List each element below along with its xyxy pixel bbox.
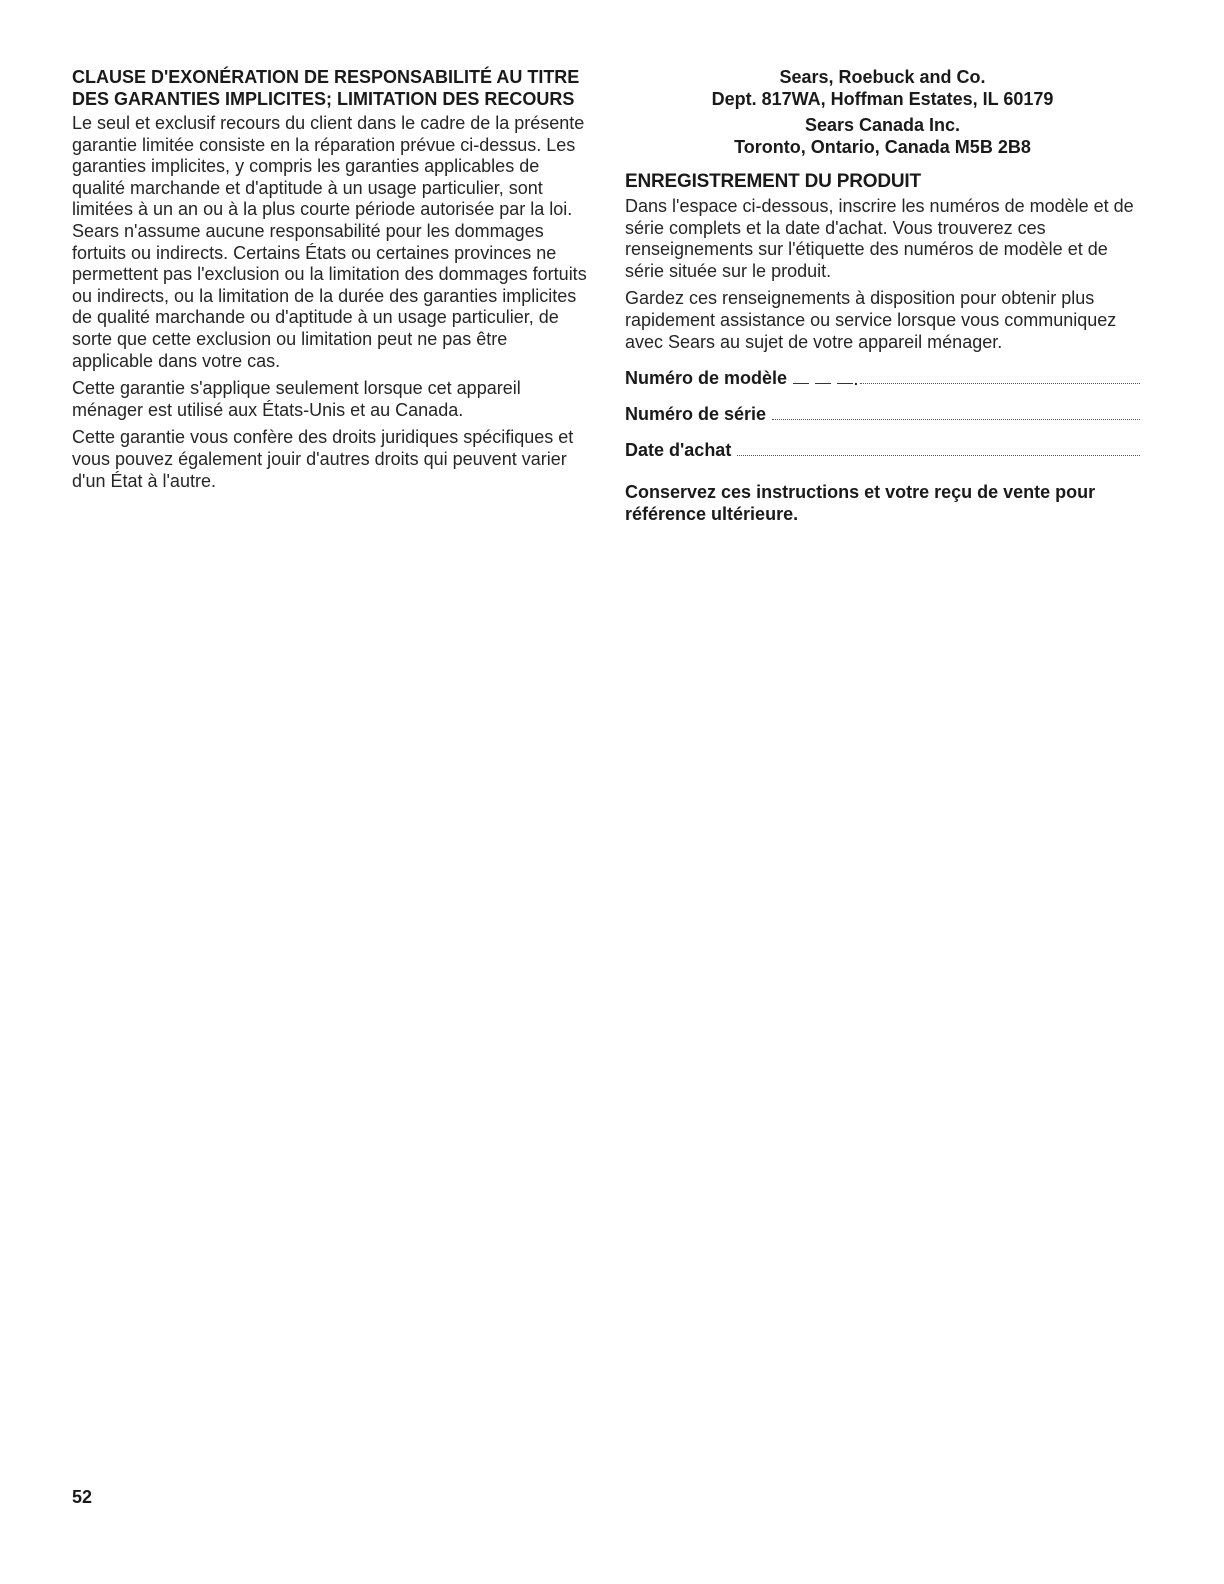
- left-column: [72, 66, 588, 498]
- model-number-blank[interactable]: .: [793, 376, 1140, 384]
- disclaimer-paragraph-1: Le seul et exclusif recours du client dans le cadre de la présente garantie limitée consiste en la réparation prévue ci-dessus. Les garanties implicites, y compris les garanties applicables de qualité marchande et d'aptitude à un usage particulier, sont limitées à un an ou à la plus courte période autorisée par la loi. Sears n'assume aucune responsabilité pour les dommages fortuits ou indirects. Certains États ou certaines provinces ne permettent pas l'exclusion ou la limitation des dommages fortuits ou indirects, ou la limitation de la durée des garanties implicites de qualité marchande ou d'aptitude à un usage particulier, de sorte que cette exclusion ou limitation peut ne pas être applicable dans votre cas.: [72, 113, 587, 371]
- product-registration-title: ENREGISTREMENT DU PRODUIT: [625, 171, 921, 192]
- serial-number-label: Numéro de série: [625, 404, 767, 425]
- purchase-date-field: [625, 437, 1140, 461]
- purchase-date-label: Date d'achat: [625, 440, 732, 461]
- purchase-date-blank[interactable]: [737, 454, 1140, 456]
- serial-number-blank[interactable]: [772, 418, 1140, 420]
- address-sears-canada-line-2: Toronto, Ontario, Canada M5B 2B8: [734, 137, 1031, 157]
- address-sears-canada-line-1: Sears Canada Inc.: [804, 115, 961, 135]
- right-column: [625, 66, 1140, 525]
- address-sears-us-line-2: Dept. 817WA, Hoffman Estates, IL 60179: [711, 89, 1054, 109]
- disclaimer-paragraph-3: Cette garantie vous confère des droits juridiques spécifiques et vous pouvez également jouir d'autres droits qui peuvent varier d'un État à l'autre.: [72, 427, 574, 491]
- model-number-label: Numéro de modèle: [625, 368, 788, 389]
- disclaimer-paragraph-2: Cette garantie s'applique seulement lorsque cet appareil ménager est utilisé aux États-Unis et au Canada.: [72, 378, 521, 420]
- address-sears-us-line-1: Sears, Roebuck and Co.: [779, 67, 986, 87]
- address-sears-canada: [625, 114, 1140, 158]
- registration-paragraph-2: Gardez ces renseignements à disposition pour obtenir plus rapidement assistance ou service lorsque vous communiquez avec Sears au sujet de votre appareil ménager.: [625, 288, 1117, 352]
- serial-number-field: [625, 401, 1140, 425]
- address-sears-us: [625, 66, 1140, 110]
- model-number-field: [625, 365, 1140, 389]
- registration-paragraph-1: Dans l'espace ci-dessous, inscrire les numéros de modèle et de série complets et la date d'achat. Vous trouverez ces renseignements sur l'étiquette des numéros de modèle et de série située sur le produit.: [625, 196, 1134, 281]
- disclaimer-heading: CLAUSE D'EXONÉRATION DE RESPONSABILITÉ AU TITRE DES GARANTIES IMPLICITES; LIMITATION DES RECOURS: [72, 67, 580, 109]
- page-number: 52: [72, 1487, 93, 1507]
- closing-note: Conservez ces instructions et votre reçu de vente pour référence ultérieure.: [625, 482, 1096, 525]
